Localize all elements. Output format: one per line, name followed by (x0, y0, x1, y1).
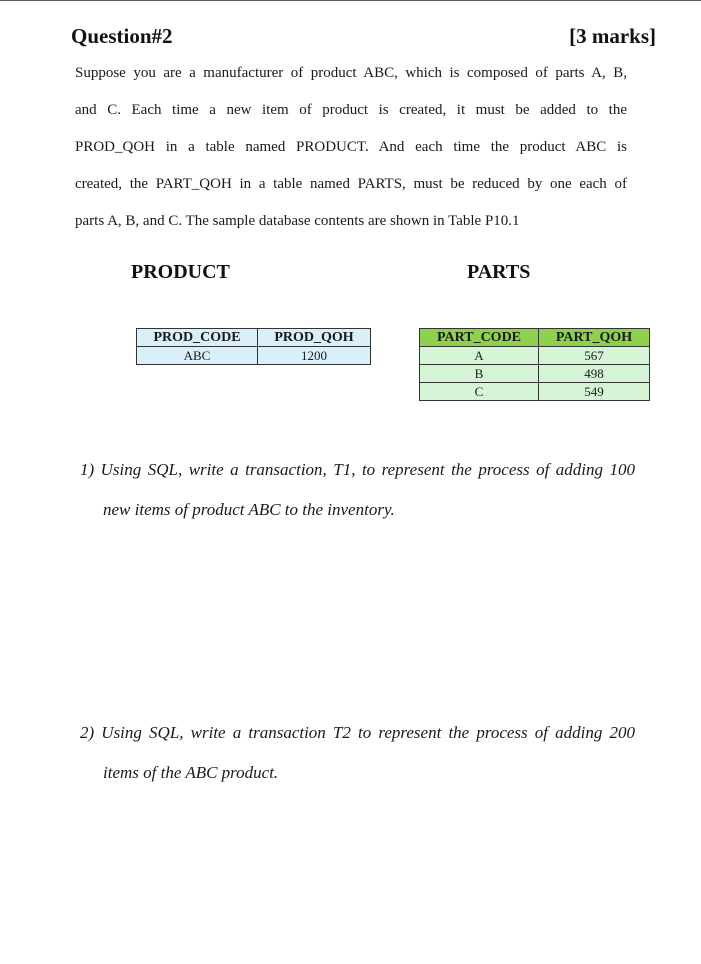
table-header-row (137, 329, 371, 347)
table-row (420, 365, 650, 383)
table-row (420, 383, 650, 401)
table-row (137, 347, 371, 365)
sub-question-2 (80, 713, 635, 793)
table-cell: 498 (539, 365, 650, 383)
column-header: PART_QOH (539, 329, 650, 347)
table-cell: 1200 (258, 347, 371, 365)
table-cell: 567 (539, 347, 650, 365)
parts-table (419, 328, 650, 401)
question-title: Question#2 (71, 24, 173, 48)
table-cell: C (420, 383, 539, 401)
description-line: created, the PART_QOH in a table named PARTS, must be reduced by one each of (75, 176, 627, 192)
table-cell: ABC (137, 347, 258, 365)
product-table-heading: PRODUCT (131, 261, 230, 283)
description-line: parts A, B, and C. The sample database contents are shown in Table P10.1 (75, 213, 520, 229)
table-cell: B (420, 365, 539, 383)
sub-question-text: items of the ABC product. (103, 763, 279, 782)
column-header: PROD_QOH (258, 329, 371, 347)
table-cell: 549 (539, 383, 650, 401)
description-line: and C. Each time a new item of product is created, it must be added to the (75, 102, 627, 118)
sub-question-1 (80, 450, 635, 530)
column-header: PROD_CODE (137, 329, 258, 347)
table-row (420, 347, 650, 365)
description-line: Suppose you are a manufacturer of product ABC, which is composed of parts A, B, (75, 65, 627, 81)
question-marks: [3 marks] (569, 24, 656, 48)
column-header: PART_CODE (420, 329, 539, 347)
sub-question-text: new items of product ABC to the inventory. (103, 500, 395, 519)
table-header-row (420, 329, 650, 347)
question-description (75, 55, 627, 240)
sub-question-text: 1) Using SQL, write a transaction, T1, to represent the process of adding 100 (80, 460, 635, 479)
product-table (136, 328, 371, 365)
sub-question-text: 2) Using SQL, write a transaction T2 to represent the process of adding 200 (80, 723, 635, 742)
parts-table-heading: PARTS (467, 261, 531, 283)
table-cell: A (420, 347, 539, 365)
top-rule (0, 0, 701, 1)
description-line: PROD_QOH in a table named PRODUCT. And each time the product ABC is (75, 139, 627, 155)
